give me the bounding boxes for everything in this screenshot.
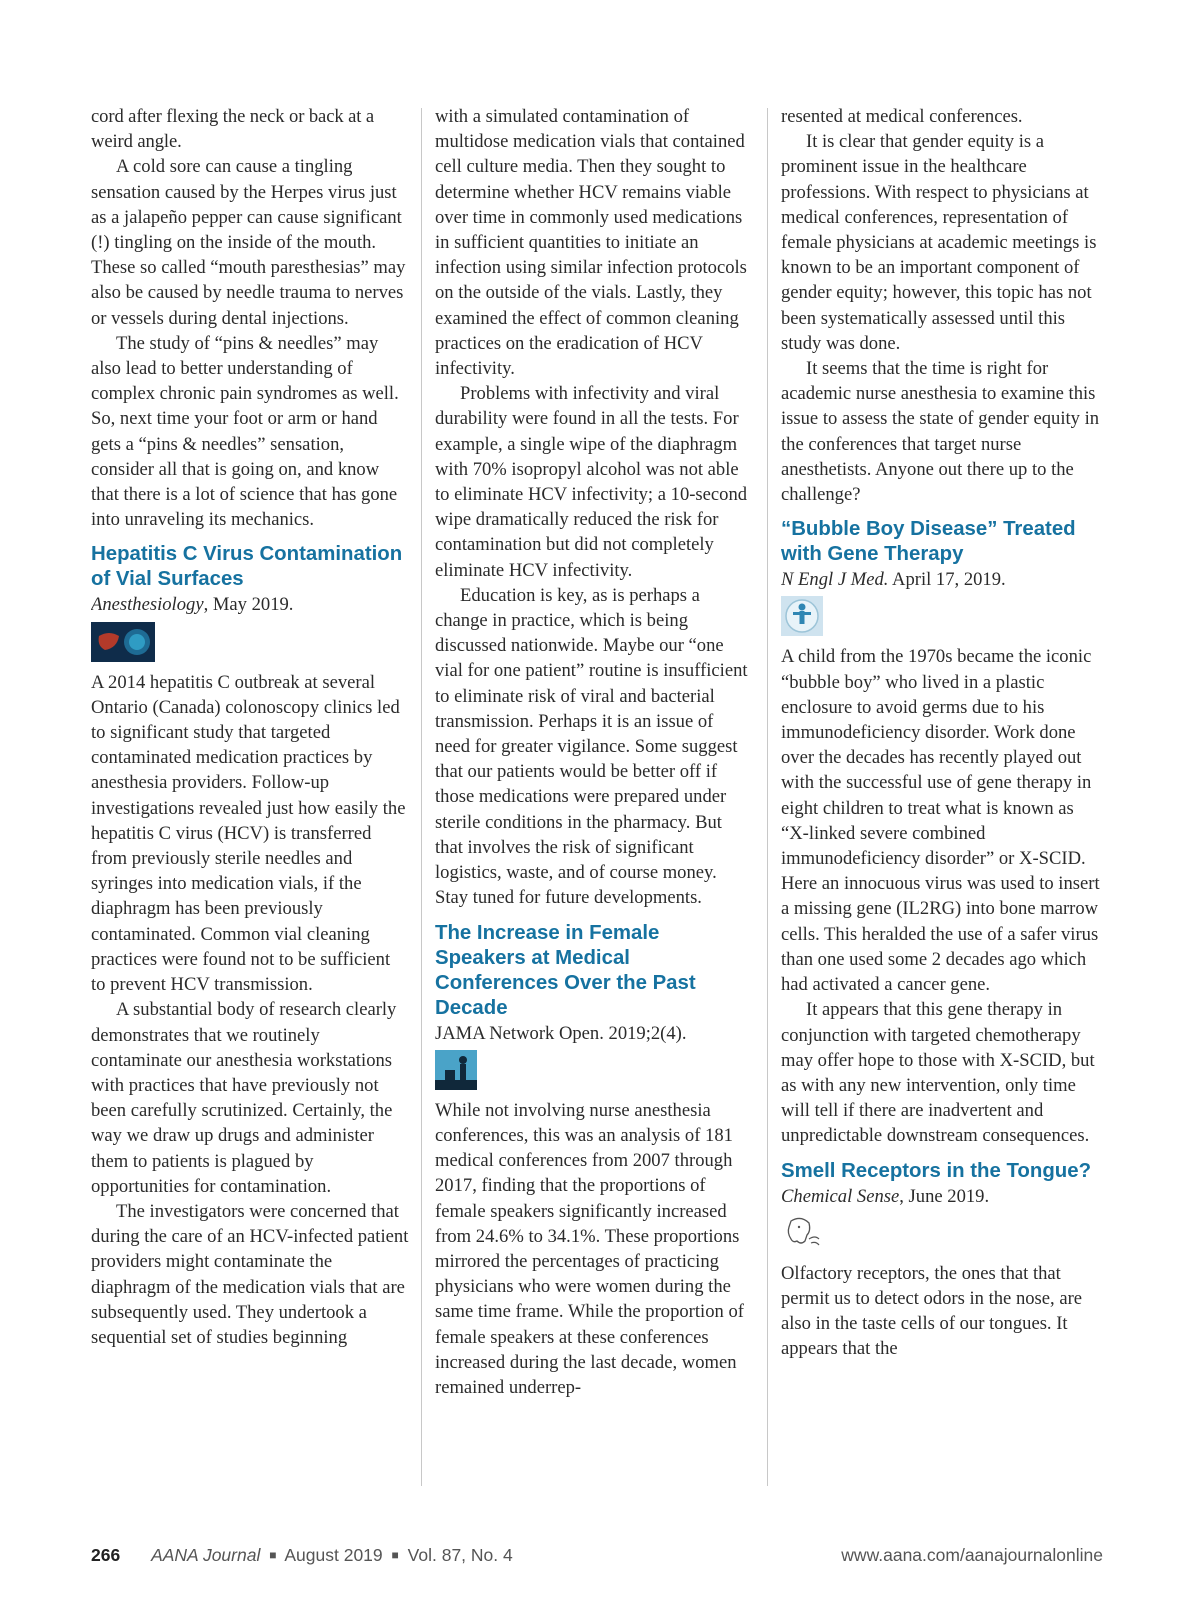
paragraph: Education is key, as is perhaps a change in practice, which is being discussed nationwide. Maybe our “one vial for one patient” routine is insufficient to eliminate risk of viral and bacterial transmission. Perhaps it is an issue of need for greater vigilance. Some suggest that our patients would be better off if those medications were prepared under sterile conditions in the pharmacy. But that involves the risk of significant logistics, waste, and of course money. Stay tuned for future developments.: [435, 584, 748, 909]
article-heading-female-speakers: The Increase in Female Speakers at Medical Conferences Over the Past Decade: [435, 921, 696, 1019]
paragraph: resented at medical conferences.: [781, 106, 1023, 127]
article-heading-smell-receptors: Smell Receptors in the Tongue?: [781, 1159, 1092, 1182]
paragraph: with a simulated contamination of multidose medication vials that contained cell culture media. Then they sought to determine whether HCV remains viable over time in commonly used medications in sufficient quantities to initiate an infection using similar infection protocols on the outside of the vials. Lastly, they examined the effect of common cleaning practices on the eradication of HCV infectivity.: [435, 106, 747, 380]
source-journal: N Engl J Med.: [781, 569, 889, 591]
page-number: 266: [91, 1545, 121, 1565]
column-rule-1: [421, 108, 422, 1486]
article-heading-bubble-boy: “Bubble Boy Disease” Treated with Gene Therapy: [781, 518, 1076, 566]
source-date: April 17, 2019.: [888, 569, 1006, 591]
conference-speakers-icon: [435, 1050, 477, 1090]
face-smell-icon: [781, 1213, 823, 1253]
footer-separator: ■: [269, 1548, 277, 1562]
source-journal: Chemical Sense: [781, 1185, 900, 1207]
paragraph: The investigators were concerned that during the care of an HCV-infected patient providers might contaminate the diaphragm of the medication vials that are subsequently used. They undertook a sequential set of studies beginning: [91, 1200, 409, 1348]
article-source: JAMA Network Open. 2019;2(4).: [435, 1022, 687, 1044]
footer-separator: ■: [391, 1548, 399, 1562]
page-footer: [91, 1545, 1103, 1567]
column-1: [91, 104, 409, 1350]
article-heading-hepatitis: Hepatitis C Virus Contamination of Vial Surfaces: [91, 543, 403, 591]
source-date: , June 2019.: [899, 1185, 990, 1207]
paragraph: While not involving nurse anesthesia conferences, this was an analysis of 181 medical conferences from 2007 through 2017, finding that the proportions of female speakers significantly increased from 24.6% to 34.1%. These proportions mirrored the percentages of practicing physicians who were women during the same time frame. While the proportion of female speakers at these conferences increased during the last decade, women remained underrep-: [435, 1099, 744, 1398]
column-rule-2: [767, 108, 768, 1486]
paragraph: Problems with infectivity and viral durability were found in all the tests. For example, a single wipe of the diaphragm with 70% isopropyl alcohol was not able to eliminate HCV infectivity; a 10-second wipe dramatically reduced the risk for contamination but did not completely eliminate HCV infectivity.: [435, 383, 748, 581]
source-date: , May 2019.: [203, 594, 294, 616]
paragraph: It is clear that gender equity is a prominent issue in the healthcare professions. With respect to physicians at medical conferences, representation of female physicians at academic meetings is known to be an important component of gender equity; however, this topic has not been systematically assessed until this study was done.: [781, 131, 1097, 354]
paragraph: It appears that this gene therapy in conjunction with targeted chemotherapy may offer hope to those with X-SCID, but as with any new intervention, only time will tell if there are inadvertent and unpredictable downstream consequences.: [781, 999, 1095, 1147]
column-2: [435, 104, 753, 1400]
footer-url: www.aana.com/aanajournalonline: [841, 1545, 1103, 1565]
paragraph: The study of “pins & needles” may also lead to better understanding of complex chronic pain syndromes as well. So, next time your foot or arm or hand gets a “pins & needles” sensation, consider all that is going on, and know that there is a lot of science that has gone into unraveling its mechanics.: [91, 332, 399, 531]
liver-hepatitis-icon: [91, 622, 155, 662]
paragraph: A 2014 hepatitis C outbreak at several Ontario (Canada) colonoscopy clinics led to significant study that targeted contaminated medication practices by anesthesia providers. Follow-up investigations revealed just how easily the hepatitis C virus (HCV) is transferred from previously sterile needles and syringes into medication vials, if the diaphragm has been previously contaminated. Common vial cleaning practices were found not to be sufficient to prevent HCV transmission.: [91, 671, 406, 996]
footer-date: August 2019: [284, 1545, 383, 1565]
paragraph: A cold sore can cause a tingling sensation caused by the Herpes virus just as a jalapeño pepper can cause significant (!) tingling on the inside of the mouth. These so called “mouth paresthesias” may also be caused by needle trauma to nerves or vessels during dental injections.: [91, 156, 406, 329]
footer-journal: AANA Journal: [151, 1545, 261, 1565]
paragraph: cord after flexing the neck or back at a weird angle.: [91, 106, 375, 153]
bubble-boy-icon: [781, 596, 823, 636]
paragraph: A substantial body of research clearly demonstrates that we routinely contaminate our anesthesia workstations with practices that have previously not been carefully scrutinized. Certainly, the way we draw up drugs and administer them to patients is plagued by opportunities for contamination.: [91, 999, 397, 1197]
article-source: [91, 592, 409, 617]
article-source: [781, 567, 1103, 592]
footer-volume: Vol. 87, No. 4: [407, 1545, 513, 1565]
column-3: [781, 104, 1103, 1362]
paragraph: Olfactory receptors, the ones that that permit us to detect odors in the nose, are also in the taste cells of our tongues. It appears that the: [781, 1262, 1083, 1360]
paragraph: A child from the 1970s became the iconic “bubble boy” who lived in a plastic enclosure to avoid germs due to his immunodeficiency disorder. Work done over the decades has recently played out with the successful use of gene therapy in eight children to treat what is known as “X-linked severe combined immunodeficiency disorder” or X-SCID. Here an innocuous virus was used to insert a missing gene (IL2RG) into bone marrow cells. This heralded the use of a safer virus than one used some 2 decades ago which had activated a cancer gene.: [781, 646, 1100, 996]
source-journal: Anesthesiology: [91, 594, 204, 616]
paragraph: It seems that the time is right for academic nurse anesthesia to examine this issue to assess the state of gender equity in the conferences that target nurse anesthetists. Anyone out there up to the challenge?: [781, 358, 1100, 506]
article-source: [781, 1184, 1103, 1209]
